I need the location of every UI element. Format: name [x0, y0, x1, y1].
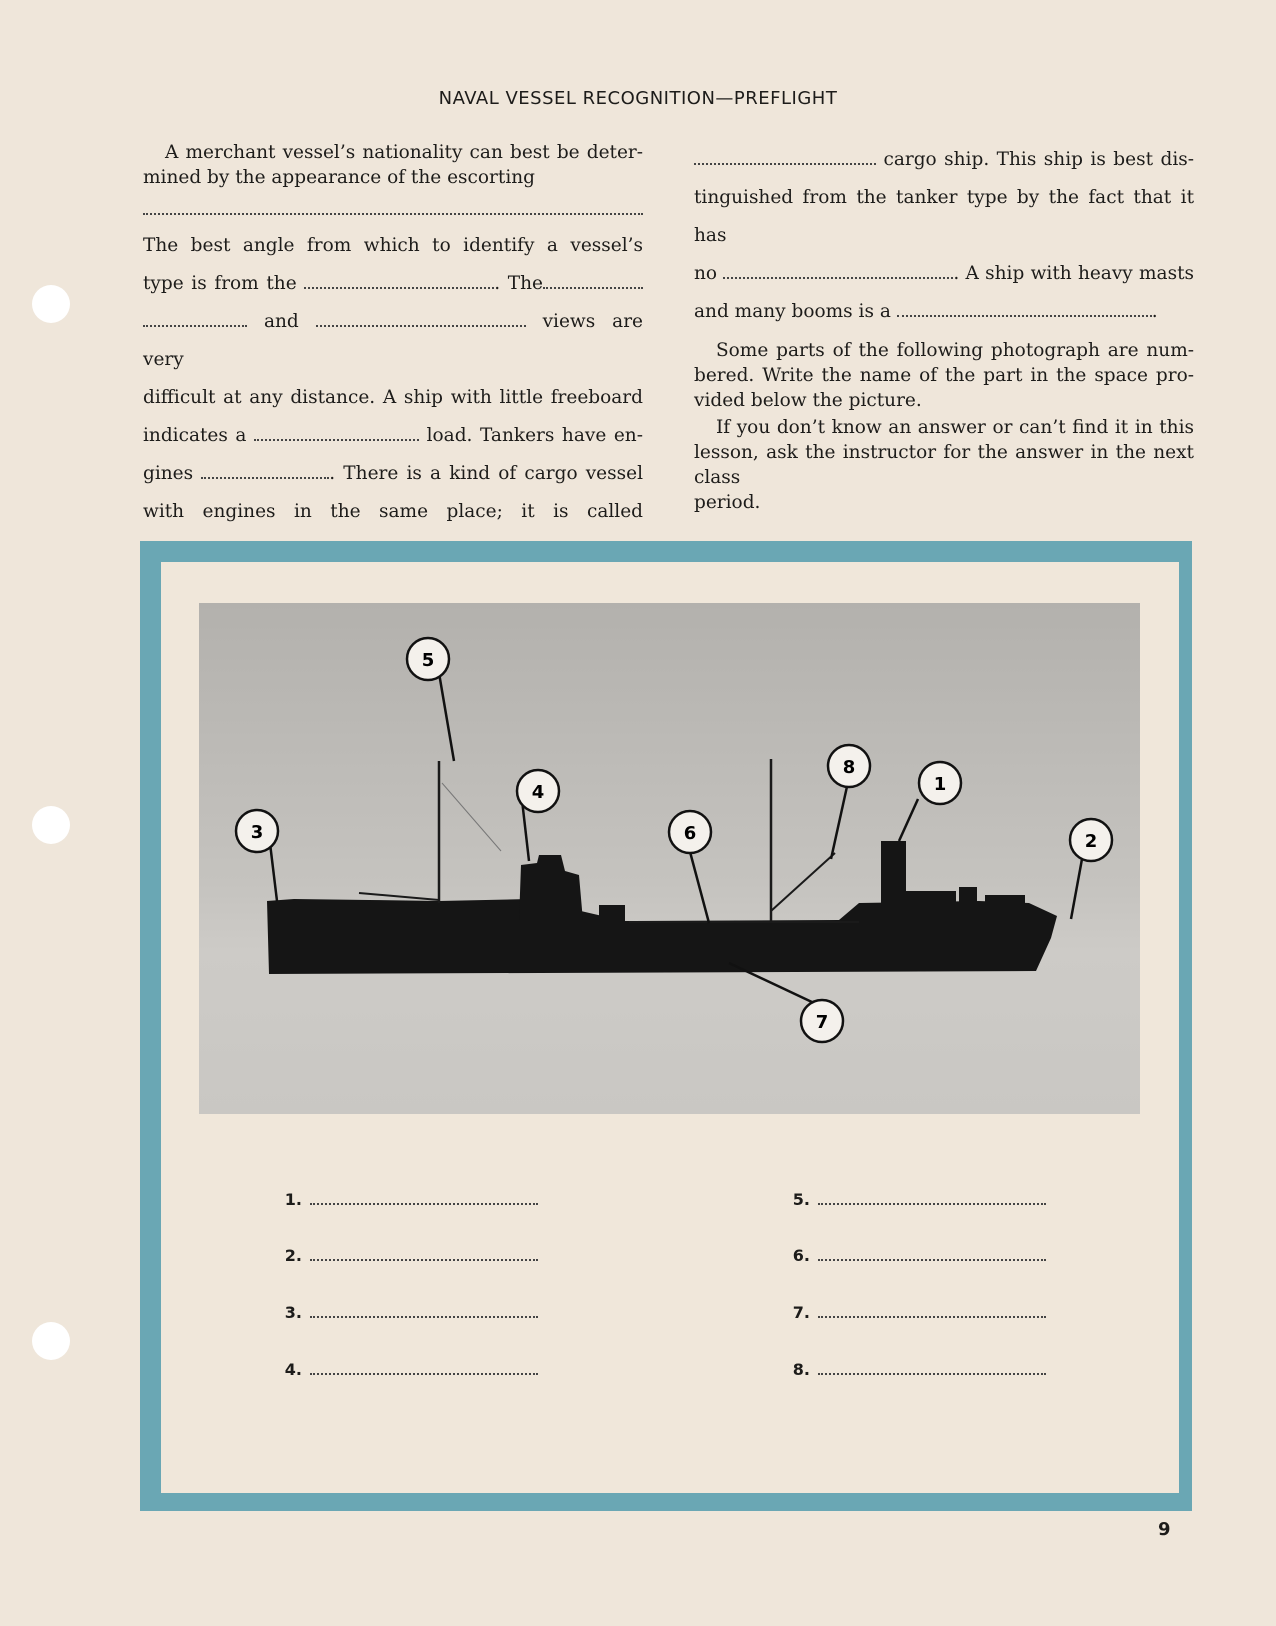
- callout-2: [1070, 819, 1112, 861]
- answer-blank: [254, 424, 419, 441]
- svg-text:2: 2: [1084, 831, 1098, 852]
- text-line: no . A ship with heavy masts: [694, 263, 1194, 284]
- text-line: If you don’t know an answer or can’t find it in this: [716, 417, 1194, 438]
- answer-line[interactable]: [310, 1363, 538, 1375]
- punch-hole: [32, 806, 70, 844]
- answer-row[interactable]: 6.: [784, 1246, 1046, 1265]
- answer-line[interactable]: [818, 1193, 1046, 1205]
- page-number: 9: [1158, 1519, 1171, 1540]
- text-line: tinguished from the tanker type by the fact that it has: [694, 187, 1194, 246]
- punch-hole: [32, 285, 70, 323]
- answer-line[interactable]: [310, 1306, 538, 1318]
- answer-line[interactable]: [818, 1249, 1046, 1261]
- text-line: lesson, ask the instructor for the answer in the next class: [694, 442, 1194, 488]
- callout-7: [801, 1000, 843, 1042]
- escort-blank: [143, 203, 643, 215]
- text-line: with engines in the same place; it is called: [143, 493, 643, 569]
- text-line: period.: [694, 492, 761, 513]
- answer-row[interactable]: 4.: [276, 1360, 538, 1379]
- text-line: gines . There is a kind of cargo vessel: [143, 463, 643, 484]
- answer-blank: [723, 262, 953, 279]
- punch-hole: [32, 1322, 70, 1360]
- text-line: vided below the picture.: [694, 390, 922, 411]
- svg-text:3: 3: [250, 822, 264, 843]
- page-header: NAVAL VESSEL RECOGNITION—PREFLIGHT: [438, 88, 838, 109]
- svg-text:6: 6: [683, 823, 697, 844]
- left-column: [143, 140, 643, 569]
- answer-line[interactable]: [310, 1193, 538, 1205]
- text-line: type is from the . The: [143, 265, 643, 303]
- answer-blank: [201, 462, 329, 479]
- callout-6: [669, 811, 711, 853]
- answer-row[interactable]: 7.: [784, 1303, 1046, 1322]
- text-line: Some parts of the following photograph are num-: [716, 340, 1194, 361]
- svg-text:5: 5: [421, 650, 435, 671]
- answer-line[interactable]: [310, 1249, 538, 1261]
- svg-text:8: 8: [842, 757, 856, 778]
- answer-blank: [143, 310, 247, 327]
- callout-4: [517, 770, 559, 812]
- answer-row[interactable]: 2.: [276, 1246, 538, 1265]
- svg-text:4: 4: [531, 782, 545, 803]
- right-column: [694, 141, 1194, 515]
- text-line: indicates a load. Tankers have en-: [143, 425, 643, 446]
- answer-line[interactable]: [818, 1363, 1046, 1375]
- text-line: mined by the appearance of the escorting: [143, 167, 536, 188]
- svg-text:7: 7: [815, 1012, 829, 1033]
- text-line: A merchant vessel’s nationality can best be deter-: [165, 142, 643, 163]
- text-line: cargo ship. This ship is best dis-: [694, 141, 1194, 179]
- answer-line[interactable]: [818, 1306, 1046, 1318]
- answer-row[interactable]: 3.: [276, 1303, 538, 1322]
- answer-blank: [304, 272, 494, 289]
- answer-row[interactable]: 5.: [784, 1190, 1046, 1209]
- answer-blank: [694, 148, 876, 165]
- answer-row[interactable]: 1.: [276, 1190, 538, 1209]
- answer-blank: [316, 310, 526, 327]
- callout-3: [236, 810, 278, 852]
- answer-row[interactable]: 8.: [784, 1360, 1046, 1379]
- callout-5: [407, 638, 449, 680]
- svg-text:1: 1: [933, 774, 947, 795]
- text-line: bered. Write the name of the part in the space pro-: [694, 365, 1194, 386]
- answer-blank: [897, 300, 1152, 317]
- ship-photograph: [199, 603, 1140, 1114]
- callout-8: [828, 745, 870, 787]
- text-line: The best angle from which to identify a vessel’s: [143, 235, 643, 256]
- callout-1: [919, 762, 961, 804]
- text-line: and views are very: [143, 311, 643, 370]
- answer-blank: [543, 272, 643, 289]
- text-line: difficult at any distance. A ship with little freeboard: [143, 387, 643, 408]
- text-line: and many booms is a .: [694, 301, 1158, 322]
